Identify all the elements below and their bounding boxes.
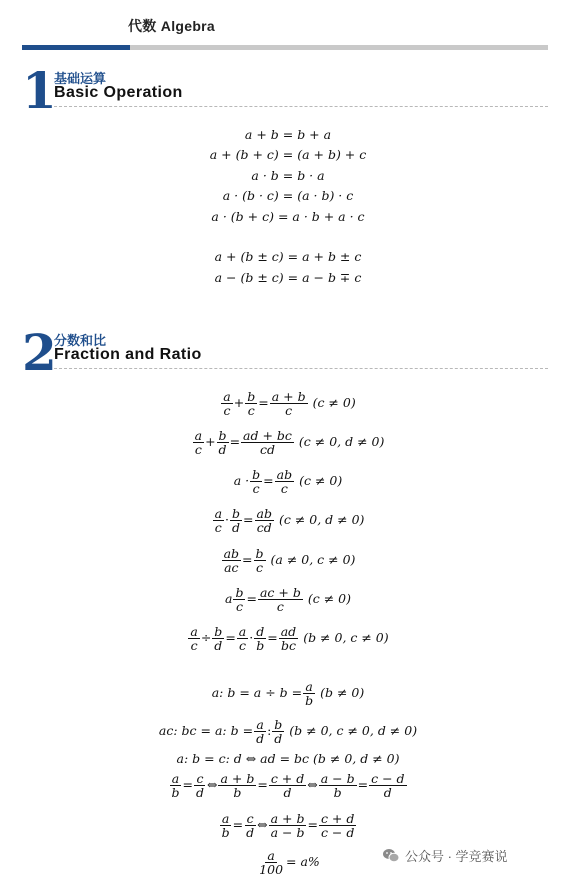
formula-line: a · (b + c) = a · b + a · c (211, 209, 365, 224)
formula-line: $\frac{a}{b}$ = $\frac{c}{d}$ ⇔ $\frac{a + b}{a - b}$ = $\frac{c + d}{c - d}$ (221, 811, 355, 840)
formula-line: a · b = b · a (251, 168, 325, 183)
page-title: 代数 Algebra (128, 18, 216, 34)
header-accent (22, 45, 130, 50)
formula-line: $\frac{a}{c}$ ÷ $\frac{b}{d}$ = $\frac{a}{c}$ · $\frac{d}{b}$ = $\frac{ad}{bc}$ (b ≠ 0, c ≠ 0) (190, 624, 389, 653)
formula-line: a − (b ± c) = a − b ∓ c (214, 270, 362, 285)
formula-line: $\frac{a}{100}$ = a% (259, 848, 320, 877)
formula-line: a $\frac{b}{c}$ = $\frac{ac + b}{c}$ (c ≠ 0) (225, 585, 351, 614)
section-title-en: Fraction and Ratio (54, 346, 202, 363)
footer-watermark (382, 846, 508, 865)
section-rule (54, 106, 548, 107)
formula-line: a: b = c: d ⇔ ad = bc (b ≠ 0, d ≠ 0) (176, 751, 400, 766)
section-title-zh: 基础运算 (54, 71, 107, 86)
section-title-en: Basic Operation (54, 84, 183, 101)
wechat-icon (382, 848, 400, 863)
formula-line: a: b = a ÷ b = $\frac{a}{b}$ (b ≠ 0) (211, 679, 365, 708)
formula-line: a + (b + c) = (a + b) + c (209, 147, 367, 162)
section-title-zh: 分数和比 (54, 333, 107, 348)
formula-line: a + b = b + a (244, 127, 332, 142)
section-number: 1 (22, 61, 57, 120)
formula-line: $\frac{a}{c}$ + $\frac{b}{d}$ = $\frac{ad + bc}{cd}$ (c ≠ 0, d ≠ 0) (194, 428, 385, 457)
formula-line: a · $\frac{b}{c}$ = $\frac{ab}{c}$ (c ≠ 0) (233, 467, 343, 496)
formula-line: $\frac{a}{c}$ + $\frac{b}{c}$ = $\frac{a + b}{c}$ (c ≠ 0) (223, 389, 356, 418)
formula-line: a + (b ± c) = a + b ± c (214, 249, 362, 264)
formula-line: $\frac{a}{c}$ · $\frac{b}{d}$ = $\frac{ab}{cd}$ (c ≠ 0, d ≠ 0) (214, 506, 365, 535)
section-rule (54, 368, 548, 369)
formula-line: $\frac{ab}{ac}$ = $\frac{b}{c}$ (a ≠ 0, c ≠ 0) (223, 546, 356, 575)
footer-text: 公众号 · 学竞赛说 (405, 849, 508, 864)
formula-line: ac: bc = a: b = $\frac{a}{d}$ : $\frac{b}{d}$ (b ≠ 0, c ≠ 0, d ≠ 0) (158, 717, 418, 746)
formula-line: $\frac{a}{b}$ = $\frac{c}{d}$ ⇔ $\frac{a + b}{b}$ = $\frac{c + d}{d}$ ⇔ $\frac{a - b}{b}$ = $\frac{c - d}{d}$ (171, 771, 405, 800)
formula-line: a · (b · c) = (a · b) · c (222, 188, 354, 203)
section-number: 2 (22, 323, 57, 382)
